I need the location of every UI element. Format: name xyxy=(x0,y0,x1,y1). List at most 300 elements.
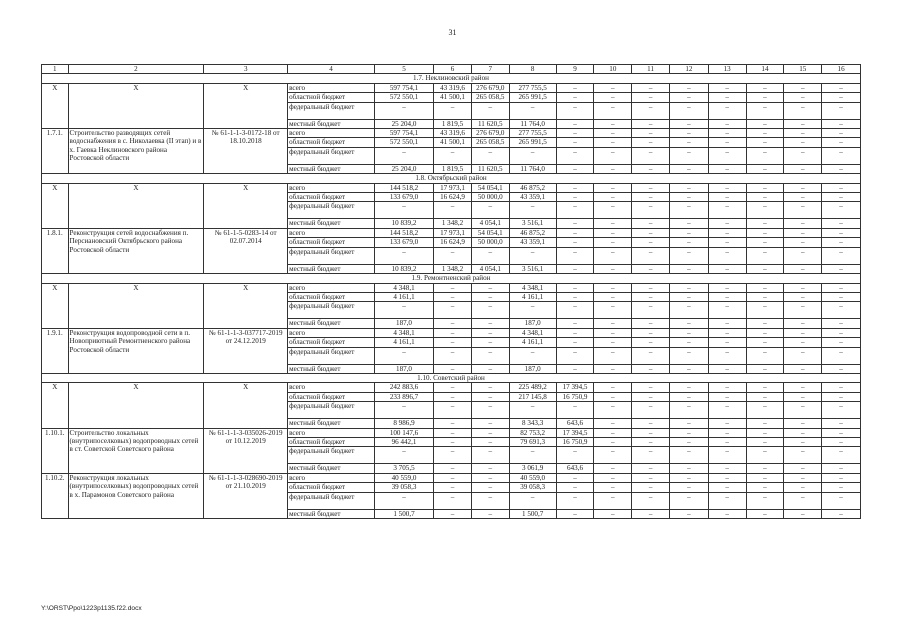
page-number: 31 xyxy=(448,28,457,37)
amount-cell: – xyxy=(556,164,594,173)
amount-cell: 40 559,0 xyxy=(374,473,433,482)
amount-cell: 4 161,1 xyxy=(509,292,556,301)
amount-cell: – xyxy=(822,319,861,328)
amount-cell: – xyxy=(669,437,708,446)
amount-cell: – xyxy=(822,402,861,419)
funding-source: федеральный бюджет xyxy=(288,102,375,119)
amount-cell: – xyxy=(594,473,632,482)
file-path-footer: Y:\ORST\Ppo\1223p1135.f22.docx xyxy=(41,605,142,612)
funding-source: местный бюджет xyxy=(288,464,375,473)
amount-cell: – xyxy=(594,83,632,92)
amount-cell: – xyxy=(632,164,670,173)
amount-cell: 17 394,5 xyxy=(556,428,594,437)
amount-cell: 3 705,5 xyxy=(374,464,433,473)
amount-cell: – xyxy=(669,119,708,128)
amount-cell: 4 348,1 xyxy=(374,328,433,337)
amount-cell: – xyxy=(471,383,509,392)
amount-cell: – xyxy=(556,102,594,119)
amount-cell: – xyxy=(434,338,472,347)
amount-cell: – xyxy=(669,302,708,319)
amount-cell: – xyxy=(632,473,670,482)
amount-cell: – xyxy=(708,202,746,219)
amount-cell: – xyxy=(669,328,708,337)
amount-cell: – xyxy=(594,164,632,173)
amount-cell: – xyxy=(822,164,861,173)
amount-cell: 25 204,0 xyxy=(374,119,433,128)
row-number: Х xyxy=(42,83,69,128)
amount-cell: – xyxy=(822,347,861,364)
amount-cell: – xyxy=(556,292,594,301)
amount-cell: – xyxy=(556,473,594,482)
funding-source: федеральный бюджет xyxy=(288,247,375,264)
amount-cell: – xyxy=(434,447,472,464)
amount-cell: – xyxy=(708,138,746,147)
amount-cell: – xyxy=(669,392,708,401)
amount-cell: 11 764,0 xyxy=(509,164,556,173)
contract-number: № 61-1-1-3-028690-2019 от 21.10.2019 xyxy=(204,473,288,518)
column-number: 5 xyxy=(374,65,433,74)
amount-cell: – xyxy=(822,147,861,164)
amount-cell: – xyxy=(784,292,822,301)
amount-cell: – xyxy=(594,419,632,428)
amount-cell: – xyxy=(708,129,746,138)
amount-cell: – xyxy=(434,509,472,518)
column-number: 1 xyxy=(42,65,69,74)
table-row xyxy=(42,129,861,138)
amount-cell: – xyxy=(784,264,822,273)
amount-cell: – xyxy=(509,147,556,164)
amount-cell: – xyxy=(556,402,594,419)
amount-cell: – xyxy=(822,483,861,492)
amount-cell: – xyxy=(594,119,632,128)
district-heading-row xyxy=(42,174,861,183)
amount-cell: – xyxy=(632,238,670,247)
funding-source: местный бюджет xyxy=(288,264,375,273)
amount-cell: 4 161,1 xyxy=(374,338,433,347)
amount-cell: – xyxy=(434,383,472,392)
funding-source: всего xyxy=(288,473,375,482)
amount-cell: – xyxy=(708,247,746,264)
amount-cell: – xyxy=(746,402,784,419)
amount-cell: 276 679,0 xyxy=(471,129,509,138)
amount-cell: – xyxy=(746,492,784,509)
amount-cell: – xyxy=(746,83,784,92)
amount-cell: – xyxy=(434,392,472,401)
amount-cell: – xyxy=(746,119,784,128)
amount-cell: – xyxy=(594,283,632,292)
amount-cell: – xyxy=(746,509,784,518)
district-title: 1.7. Неклиновский район xyxy=(42,74,861,83)
contract-number: Х xyxy=(204,283,288,328)
amount-cell: 46 875,2 xyxy=(509,183,556,192)
amount-cell: – xyxy=(784,129,822,138)
amount-cell: – xyxy=(784,83,822,92)
amount-cell: – xyxy=(632,347,670,364)
amount-cell: – xyxy=(509,492,556,509)
amount-cell: – xyxy=(632,419,670,428)
amount-cell: – xyxy=(471,428,509,437)
contract-number: № 61-1-1-3-035026-2019 от 10.12.2019 xyxy=(204,428,288,473)
amount-cell: 597 754,1 xyxy=(374,129,433,138)
amount-cell: – xyxy=(471,509,509,518)
amount-cell: – xyxy=(669,509,708,518)
amount-cell: – xyxy=(374,347,433,364)
amount-cell: – xyxy=(746,338,784,347)
amount-cell: – xyxy=(708,319,746,328)
column-number: 16 xyxy=(822,65,861,74)
amount-cell: – xyxy=(708,93,746,102)
amount-cell: – xyxy=(784,219,822,228)
column-number: 12 xyxy=(669,65,708,74)
funding-source: областной бюджет xyxy=(288,292,375,301)
amount-cell: – xyxy=(471,447,509,464)
amount-cell: 643,6 xyxy=(556,419,594,428)
contract-number: Х xyxy=(204,383,288,428)
amount-cell: – xyxy=(708,428,746,437)
amount-cell: – xyxy=(632,193,670,202)
amount-cell: – xyxy=(669,383,708,392)
amount-cell: – xyxy=(471,147,509,164)
funding-source: областной бюджет xyxy=(288,437,375,446)
amount-cell: – xyxy=(556,319,594,328)
amount-cell: 242 883,6 xyxy=(374,383,433,392)
amount-cell: – xyxy=(822,193,861,202)
amount-cell: – xyxy=(708,509,746,518)
amount-cell: – xyxy=(556,283,594,292)
object-name: Х xyxy=(68,283,204,328)
amount-cell: – xyxy=(822,264,861,273)
amount-cell: – xyxy=(471,302,509,319)
amount-cell: – xyxy=(594,338,632,347)
amount-cell: – xyxy=(434,283,472,292)
funding-source: областной бюджет xyxy=(288,338,375,347)
amount-cell: – xyxy=(471,473,509,482)
row-number: Х xyxy=(42,183,69,228)
amount-cell: – xyxy=(669,183,708,192)
amount-cell: 17 973,1 xyxy=(434,183,472,192)
amount-cell: 4 348,1 xyxy=(509,283,556,292)
amount-cell: – xyxy=(669,319,708,328)
amount-cell: 8 986,9 xyxy=(374,419,433,428)
amount-cell: – xyxy=(434,492,472,509)
amount-cell: – xyxy=(471,292,509,301)
amount-cell: – xyxy=(708,383,746,392)
amount-cell: 133 679,0 xyxy=(374,193,433,202)
amount-cell: – xyxy=(471,102,509,119)
amount-cell: – xyxy=(746,392,784,401)
amount-cell: – xyxy=(669,419,708,428)
amount-cell: – xyxy=(434,328,472,337)
amount-cell: 265 991,5 xyxy=(509,138,556,147)
amount-cell: – xyxy=(374,102,433,119)
amount-cell: – xyxy=(632,264,670,273)
amount-cell: – xyxy=(746,219,784,228)
amount-cell: 17 394,5 xyxy=(556,383,594,392)
amount-cell: – xyxy=(669,338,708,347)
amount-cell: – xyxy=(708,228,746,237)
amount-cell: – xyxy=(708,419,746,428)
amount-cell: – xyxy=(669,164,708,173)
table-row xyxy=(42,283,861,292)
amount-cell: – xyxy=(594,492,632,509)
row-number: 1.10.2. xyxy=(42,473,69,518)
header-row xyxy=(42,65,861,74)
amount-cell: – xyxy=(556,447,594,464)
amount-cell: 11 620,5 xyxy=(471,164,509,173)
funding-source: областной бюджет xyxy=(288,483,375,492)
amount-cell: – xyxy=(784,437,822,446)
amount-cell: – xyxy=(556,129,594,138)
amount-cell: – xyxy=(822,383,861,392)
amount-cell: – xyxy=(594,193,632,202)
amount-cell: – xyxy=(509,202,556,219)
amount-cell: – xyxy=(434,292,472,301)
amount-cell: – xyxy=(556,492,594,509)
column-number: 15 xyxy=(784,65,822,74)
funding-source: всего xyxy=(288,328,375,337)
amount-cell: – xyxy=(594,328,632,337)
amount-cell: – xyxy=(669,264,708,273)
funding-source: областной бюджет xyxy=(288,193,375,202)
amount-cell: – xyxy=(708,219,746,228)
amount-cell: – xyxy=(556,247,594,264)
amount-cell: 100 147,6 xyxy=(374,428,433,437)
amount-cell: – xyxy=(822,202,861,219)
amount-cell: 233 896,7 xyxy=(374,392,433,401)
amount-cell: – xyxy=(471,419,509,428)
amount-cell: – xyxy=(632,129,670,138)
amount-cell: 10 839,2 xyxy=(374,264,433,273)
amount-cell: – xyxy=(708,364,746,373)
amount-cell: – xyxy=(669,202,708,219)
district-heading-row xyxy=(42,74,861,83)
amount-cell: – xyxy=(822,428,861,437)
amount-cell: 1 500,7 xyxy=(509,509,556,518)
amount-cell: 144 518,2 xyxy=(374,228,433,237)
amount-cell: – xyxy=(746,302,784,319)
amount-cell: – xyxy=(594,238,632,247)
amount-cell: – xyxy=(708,492,746,509)
amount-cell: – xyxy=(746,147,784,164)
column-number: 7 xyxy=(471,65,509,74)
contract-number: Х xyxy=(204,83,288,128)
amount-cell: – xyxy=(556,183,594,192)
amount-cell: – xyxy=(784,247,822,264)
amount-cell: – xyxy=(594,447,632,464)
amount-cell: 82 753,2 xyxy=(509,428,556,437)
amount-cell: – xyxy=(708,392,746,401)
amount-cell: – xyxy=(594,302,632,319)
amount-cell: 187,0 xyxy=(509,319,556,328)
amount-cell: – xyxy=(594,93,632,102)
amount-cell: – xyxy=(594,129,632,138)
funding-source: федеральный бюджет xyxy=(288,492,375,509)
amount-cell: – xyxy=(632,228,670,237)
amount-cell: – xyxy=(632,202,670,219)
amount-cell: – xyxy=(822,328,861,337)
amount-cell: 4 054,1 xyxy=(471,219,509,228)
amount-cell: – xyxy=(471,492,509,509)
amount-cell: – xyxy=(594,509,632,518)
amount-cell: – xyxy=(784,338,822,347)
amount-cell: – xyxy=(746,437,784,446)
amount-cell: – xyxy=(822,219,861,228)
table-row xyxy=(42,228,861,237)
amount-cell: – xyxy=(822,302,861,319)
amount-cell: 11 620,5 xyxy=(471,119,509,128)
amount-cell: 4 348,1 xyxy=(509,328,556,337)
amount-cell: – xyxy=(746,228,784,237)
amount-cell: – xyxy=(784,392,822,401)
amount-cell: – xyxy=(784,402,822,419)
amount-cell: – xyxy=(746,328,784,337)
amount-cell: 43 319,6 xyxy=(434,129,472,138)
amount-cell: – xyxy=(471,483,509,492)
funding-source: областной бюджет xyxy=(288,392,375,401)
table-row xyxy=(42,83,861,92)
amount-cell: – xyxy=(632,93,670,102)
amount-cell: – xyxy=(784,347,822,364)
amount-cell: – xyxy=(594,483,632,492)
amount-cell: 16 750,9 xyxy=(556,437,594,446)
amount-cell: 187,0 xyxy=(374,364,433,373)
amount-cell: 3 061,9 xyxy=(509,464,556,473)
amount-cell: – xyxy=(434,428,472,437)
amount-cell: – xyxy=(708,102,746,119)
column-number: 2 xyxy=(68,65,204,74)
amount-cell: – xyxy=(784,447,822,464)
amount-cell: 643,6 xyxy=(556,464,594,473)
amount-cell: 16 750,9 xyxy=(556,392,594,401)
amount-cell: 11 764,0 xyxy=(509,119,556,128)
amount-cell: – xyxy=(556,347,594,364)
amount-cell: – xyxy=(471,338,509,347)
amount-cell: – xyxy=(594,383,632,392)
amount-cell: – xyxy=(822,473,861,482)
object-name: Реконструкция сетей водоснабжения п. Персиановский Октябрьского района Ростовской области xyxy=(68,228,204,273)
object-name: Строительство разводящих сетей водоснабжения в с. Николаевка (II этап) и в х. Гаевка Неклиновского района Ростовской области xyxy=(68,129,204,174)
amount-cell: – xyxy=(669,483,708,492)
funding-source: местный бюджет xyxy=(288,319,375,328)
amount-cell: – xyxy=(746,247,784,264)
amount-cell: 10 839,2 xyxy=(374,219,433,228)
amount-cell: – xyxy=(784,138,822,147)
funding-source: федеральный бюджет xyxy=(288,447,375,464)
row-number: 1.8.1. xyxy=(42,228,69,273)
amount-cell: – xyxy=(471,247,509,264)
amount-cell: – xyxy=(746,202,784,219)
amount-cell: 3 516,1 xyxy=(509,219,556,228)
amount-cell: – xyxy=(594,347,632,364)
amount-cell: – xyxy=(434,302,472,319)
amount-cell: – xyxy=(374,447,433,464)
amount-cell: – xyxy=(669,292,708,301)
amount-cell: – xyxy=(556,138,594,147)
amount-cell: – xyxy=(632,437,670,446)
amount-cell: – xyxy=(556,264,594,273)
amount-cell: – xyxy=(669,228,708,237)
amount-cell: 17 973,1 xyxy=(434,228,472,237)
amount-cell: – xyxy=(556,228,594,237)
amount-cell: – xyxy=(594,437,632,446)
amount-cell: – xyxy=(434,147,472,164)
amount-cell: 277 755,5 xyxy=(509,129,556,138)
amount-cell: 39 058,3 xyxy=(374,483,433,492)
contract-number: № 61-1-1-3-037717-2019 от 24.12.2019 xyxy=(204,328,288,373)
amount-cell: – xyxy=(632,183,670,192)
amount-cell: – xyxy=(669,428,708,437)
amount-cell: – xyxy=(822,437,861,446)
amount-cell: – xyxy=(632,292,670,301)
amount-cell: – xyxy=(708,302,746,319)
amount-cell: – xyxy=(471,283,509,292)
amount-cell: – xyxy=(509,347,556,364)
amount-cell: 4 348,1 xyxy=(374,283,433,292)
amount-cell: – xyxy=(632,447,670,464)
amount-cell: 1 348,2 xyxy=(434,219,472,228)
amount-cell: – xyxy=(784,428,822,437)
amount-cell: – xyxy=(374,402,433,419)
amount-cell: 41 500,1 xyxy=(434,138,472,147)
amount-cell: 217 145,8 xyxy=(509,392,556,401)
amount-cell: – xyxy=(822,509,861,518)
amount-cell: 265 058,5 xyxy=(471,93,509,102)
amount-cell: – xyxy=(708,402,746,419)
amount-cell: – xyxy=(822,283,861,292)
row-number: Х xyxy=(42,383,69,428)
amount-cell: – xyxy=(746,183,784,192)
amount-cell: – xyxy=(746,319,784,328)
amount-cell: – xyxy=(434,437,472,446)
amount-cell: – xyxy=(594,219,632,228)
amount-cell: 1 819,5 xyxy=(434,164,472,173)
amount-cell: – xyxy=(708,328,746,337)
amount-cell: – xyxy=(434,319,472,328)
amount-cell: – xyxy=(746,264,784,273)
funding-source: местный бюджет xyxy=(288,119,375,128)
amount-cell: – xyxy=(784,183,822,192)
amount-cell: – xyxy=(594,319,632,328)
amount-cell: – xyxy=(669,147,708,164)
amount-cell: – xyxy=(784,119,822,128)
column-number: 3 xyxy=(204,65,288,74)
funding-source: местный бюджет xyxy=(288,419,375,428)
table-row xyxy=(42,473,861,482)
amount-cell: – xyxy=(784,492,822,509)
table-row xyxy=(42,183,861,192)
amount-cell: – xyxy=(374,247,433,264)
amount-cell: – xyxy=(746,238,784,247)
district-title: 1.9. Ремонтненский район xyxy=(42,274,861,283)
amount-cell: – xyxy=(669,447,708,464)
amount-cell: – xyxy=(556,93,594,102)
amount-cell: – xyxy=(471,347,509,364)
funding-source: местный бюджет xyxy=(288,364,375,373)
amount-cell: – xyxy=(471,437,509,446)
column-number: 13 xyxy=(708,65,746,74)
amount-cell: 1 819,5 xyxy=(434,119,472,128)
amount-cell: 276 679,0 xyxy=(471,83,509,92)
amount-cell: – xyxy=(784,509,822,518)
amount-cell: 79 691,3 xyxy=(509,437,556,446)
amount-cell: – xyxy=(669,402,708,419)
amount-cell: – xyxy=(509,302,556,319)
object-name: Строительство локальных (внутрипоселковых) водопроводных сетей в ст. Советской Советского района xyxy=(68,428,204,473)
amount-cell: – xyxy=(509,447,556,464)
amount-cell: – xyxy=(632,383,670,392)
amount-cell: 8 343,3 xyxy=(509,419,556,428)
amount-cell: – xyxy=(784,328,822,337)
